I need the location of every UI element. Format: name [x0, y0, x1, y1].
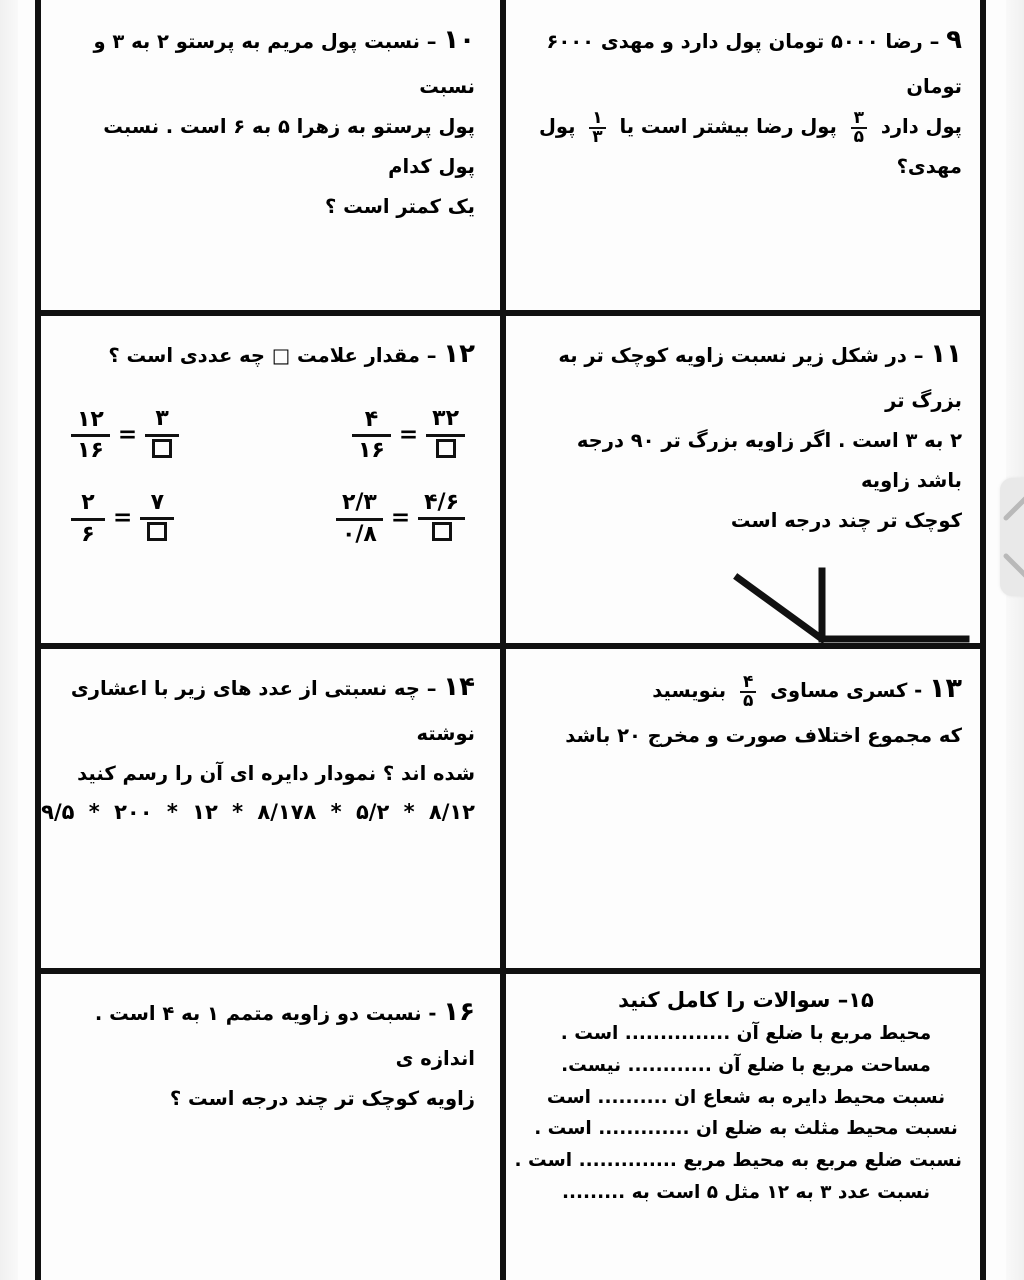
question-11-number: ۱۱ [930, 339, 962, 369]
question-14-line-2: شده اند ؟ نمودار دایره ای آن را رسم کنید [77, 762, 475, 786]
expand-arrows-icon [1000, 478, 1024, 596]
question-11-line-2: ۲ به ۳ است . اگر زاویه بزرگ تر ۹۰ درجه باشد زاویه [576, 429, 962, 493]
equation-12-2 [336, 491, 465, 548]
question-12-prompt [65, 328, 475, 381]
equation-right-fraction [145, 407, 179, 464]
question-13-dash: - [914, 679, 923, 702]
question-11-line-3: کوچک تر چند درجه است [730, 509, 962, 533]
question-16-line-1 [65, 986, 475, 1079]
equals-sign: = [398, 421, 419, 448]
number-item-2: ۸/۱۷۸ [257, 800, 317, 825]
number-separator: * [232, 800, 244, 825]
question-15-title: ۱۵– سوالات را کامل کنید [618, 988, 874, 1012]
number-item-4: ۲۰۰ [114, 800, 153, 825]
angle-diagram-icon [730, 551, 970, 666]
table-divider-center [500, 0, 506, 1280]
question-14-dash: – [426, 677, 437, 700]
number-separator: * [330, 800, 342, 825]
fraction-denominator-blank [426, 434, 465, 465]
equation-left-fraction [352, 408, 391, 464]
question-16-cell [47, 976, 493, 1280]
equation-right-fraction [418, 491, 465, 548]
equals-sign: = [390, 505, 411, 532]
question-9-number: ۹ [946, 25, 962, 55]
fraction-denominator-blank [140, 517, 174, 548]
question-9-fraction-1 [851, 107, 867, 148]
question-12-equation-grid [65, 407, 475, 548]
question-12-number: ۱۲ [443, 339, 475, 369]
box-symbol-icon: □ [271, 344, 291, 367]
question-14-cell [41, 651, 493, 968]
question-12-text-b: چه عددی است ؟ [108, 344, 265, 367]
expand-control[interactable] [1000, 478, 1024, 596]
question-9-dash: – [929, 30, 940, 53]
blank-line-item: محیط مربع با ضلع آن ............... است . [560, 1023, 932, 1044]
question-15-cell [512, 976, 980, 1280]
answer-box-icon[interactable] [152, 439, 172, 458]
number-separator: * [88, 800, 100, 825]
question-16-number: ۱۶ [443, 997, 475, 1027]
blank-line-item: مساحت مربع با ضلع آن ............ نیست. [561, 1054, 931, 1076]
equals-sign: = [117, 421, 138, 448]
question-11-dash: – [913, 344, 924, 367]
blank-line-item: نسبت عدد ۳ به ۱۲ مثل ۵ است به ......... [561, 1182, 931, 1204]
question-9-line-1 [530, 14, 962, 107]
question-9-text-2a: پول دارد [880, 115, 962, 139]
fraction-numerator: ۷ [150, 489, 164, 515]
table-border-left [35, 0, 41, 1280]
fraction-denominator-blank [145, 434, 179, 465]
question-15-blank-lines [514, 1018, 962, 1209]
answer-box-icon[interactable] [147, 522, 167, 541]
answer-box-icon[interactable] [436, 439, 456, 458]
fraction-numerator: ۱۲ [77, 406, 104, 432]
question-14-number-list [41, 800, 475, 825]
page-edge-right [1006, 0, 1024, 1280]
question-11-cell [512, 318, 980, 643]
fraction-denominator: ۶ [71, 518, 105, 548]
table-divider-row-1 [35, 310, 986, 316]
number-item-3: ۱۲ [192, 800, 218, 825]
number-item-1: ۵/۲ [355, 800, 390, 825]
equation-left-fraction [71, 491, 105, 547]
question-16-text-1: نسبت دو زاویه متمم ۱ به ۴ است . اندازه ی [94, 1002, 475, 1071]
question-13-line-2: که مجموع اختلاف صورت و مخرج ۲۰ باشد [565, 724, 962, 748]
question-11-text-1: در شکل زیر نسبت زاویه کوچک تر به بزرگ تر [558, 344, 962, 413]
equation-right-fraction [426, 407, 465, 464]
equation-left-fraction [336, 491, 383, 547]
fraction-numerator: ۴ [364, 406, 379, 432]
fraction-numerator: ۴ [742, 671, 754, 692]
number-item-0: ۸/۱۲ [428, 800, 475, 825]
question-9-text-1: رضا ۵۰۰۰ تومان پول دارد و مهدی ۶۰۰۰ تومان [546, 30, 962, 99]
fraction-numerator: ۴/۶ [424, 489, 459, 515]
equation-12-1 [71, 407, 179, 464]
fraction-numerator: ۳۲ [432, 406, 459, 432]
number-separator: * [166, 800, 178, 825]
fraction-numerator: ۳ [155, 406, 169, 432]
question-9-text-2b: پول رضا بیشتر است یا [619, 115, 837, 139]
question-13-fraction [740, 671, 756, 711]
question-12-cell [47, 318, 493, 643]
number-separator: * [403, 800, 415, 825]
question-10-line-1 [65, 14, 475, 107]
fraction-denominator: ۳ [589, 127, 605, 146]
question-14-number: ۱۴ [443, 672, 475, 702]
question-11-line-1 [530, 328, 962, 421]
question-13-text-b: بنویسید [652, 679, 727, 702]
fraction-numerator: ۲ [81, 490, 95, 516]
question-9-line-2 [530, 107, 962, 187]
question-14-text-1: چه نسبتی از عدد های زیر با اعشاری نوشته [70, 677, 475, 746]
equation-left-fraction [71, 408, 110, 464]
question-10-cell [47, 4, 493, 310]
equation-right-fraction [140, 491, 174, 548]
equals-sign: = [113, 505, 133, 532]
blank-line-item: نسبت محیط مثلث به ضلع ان ............. است . [534, 1118, 958, 1140]
fraction-denominator: ۱۶ [352, 434, 391, 464]
question-16-line-2: زاویه کوچک تر چند درجه است ؟ [169, 1087, 475, 1111]
question-10-number: ۱۰ [443, 25, 475, 55]
fraction-denominator-blank [418, 517, 465, 548]
equation-row [65, 407, 475, 464]
blank-line-item: نسبت محیط دایره به شعاع ان .......... است [546, 1086, 946, 1108]
table-border-right [980, 0, 986, 1280]
question-10-line-2: پول پرستو به زهرا ۵ به ۶ است . نسبت پول کدام [103, 115, 475, 179]
question-12-text-a: مقدار علامت [296, 344, 420, 367]
question-14-line-1 [65, 661, 475, 754]
question-10-text-1: نسبت پول مریم به پرستو ۲ به ۳ و نسبت [93, 30, 475, 99]
question-9-text-2c: پول مهدی؟ [538, 115, 962, 179]
question-13-text-a: کسری مساوی [770, 679, 908, 702]
question-12-dash: – [426, 344, 437, 367]
fraction-numerator: ۳ [853, 107, 865, 128]
fraction-denominator: ۱۶ [71, 434, 110, 464]
page-edge-left [0, 0, 18, 1280]
blank-line-item: نسبت ضلع مربع به محیط مربع .............. است . [514, 1150, 962, 1172]
fraction-denominator: ۰/۸ [336, 518, 383, 548]
question-13-cell [512, 651, 980, 968]
equation-row [65, 491, 475, 548]
fraction-numerator: ۱ [592, 107, 603, 128]
number-item-5: ۹/۵ [41, 800, 75, 825]
answer-box-icon[interactable] [432, 522, 452, 541]
question-9-fraction-2 [589, 107, 605, 148]
table-divider-row-3 [35, 968, 986, 974]
fraction-denominator: ۵ [851, 127, 867, 146]
question-10-line-3: یک کمتر است ؟ [325, 195, 475, 219]
question-13-line-1 [530, 661, 962, 716]
equation-12-3 [71, 491, 174, 548]
question-16-dash: - [428, 1002, 437, 1025]
equation-12-0 [352, 407, 465, 464]
fraction-denominator: ۵ [740, 691, 756, 710]
question-9-cell [512, 4, 980, 310]
question-13-number: ۱۳ [929, 673, 962, 704]
question-10-dash: – [426, 30, 437, 53]
fraction-numerator: ۲/۳ [341, 490, 377, 516]
